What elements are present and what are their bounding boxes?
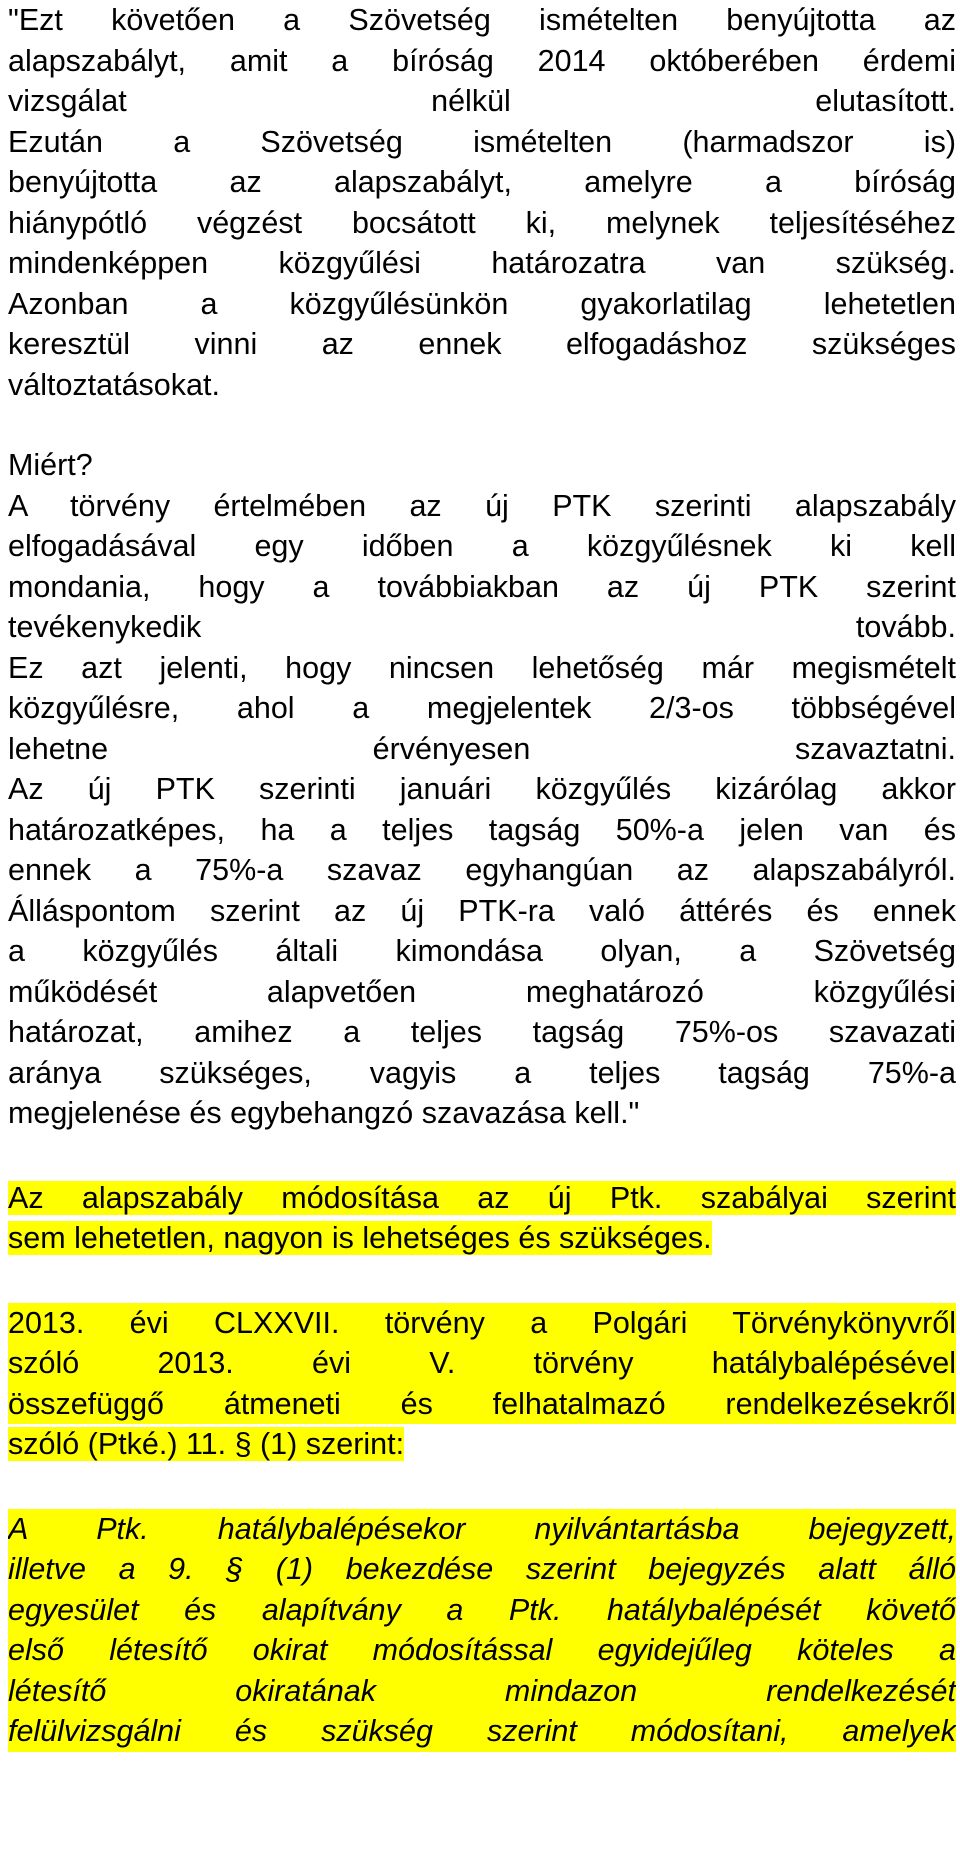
question-paragraph: [8, 445, 956, 486]
text-line: tevékenykedik tovább.: [8, 610, 956, 644]
highlighted-line: első létesítő okirat módosítással egyidejűleg köteles a: [8, 1630, 956, 1671]
highlighted-line: szóló (Ptké.) 11. § (1) szerint:: [8, 1427, 405, 1461]
highlighted-line: Az alapszabály módosítása az új Ptk. szabályai szerint: [8, 1180, 956, 1215]
highlight-statement: [8, 1178, 956, 1259]
highlighted-line: felülvizsgálni és szükség szerint módosítani, amelyek: [8, 1711, 956, 1752]
text-line: hiánypótló végzést bocsátott ki, melynek teljesítéséhez: [8, 205, 956, 240]
text-line: elfogadásával egy időben a közgyűlésnek ki kell: [8, 529, 956, 563]
text-line: határozatképes, ha a teljes tagság 50%-a jelen van és: [8, 812, 956, 847]
text-line: alapszabályt, amit a bíróság 2014 októberében érdemi: [8, 43, 956, 78]
highlighted-line: egyesület és alapítvány a Ptk. hatálybalépését követő: [8, 1590, 956, 1631]
law-quote: [8, 1509, 956, 1752]
text-line: ennek a 75%-a szavaz egyhangúan az alapszabályról.: [8, 853, 956, 887]
text-line: működését alapvetően meghatározó közgyűlési: [8, 974, 956, 1009]
text-line: változtatásokat.: [8, 367, 220, 402]
text-line: "Ezt követően a Szövetség ismételten benyújtotta az: [8, 3, 956, 37]
highlighted-line: sem lehetetlen, nagyon is lehetséges és szükséges.: [8, 1221, 712, 1255]
explanation-paragraph: [8, 486, 956, 1134]
text-line: keresztül vinni az ennek elfogadáshoz szükséges: [8, 327, 956, 361]
text-line: közgyűlésre, ahol a megjelentek 2/3-os többségével: [8, 691, 956, 725]
text-line: Az új PTK szerinti januári közgyűlés kizárólag akkor: [8, 772, 956, 806]
highlighted-line: illetve a 9. § (1) bekezdése szerint bejegyzés alatt álló: [8, 1549, 956, 1590]
highlighted-line: A Ptk. hatálybalépésekor nyilvántartásba bejegyzett,: [8, 1509, 956, 1550]
question-line: Miért?: [8, 448, 93, 482]
text-line: vizsgálat nélkül elutasított.: [8, 84, 956, 118]
text-line: Álláspontom szerint az új PTK-ra való áttérés és ennek: [8, 893, 956, 928]
text-line: aránya szükséges, vagyis a teljes tagság 75%-a: [8, 1055, 956, 1090]
text-line: mondania, hogy a továbbiakban az új PTK szerint: [8, 569, 956, 604]
text-line: lehetne érvényesen szavaztatni.: [8, 731, 956, 766]
quote-paragraph: [8, 0, 956, 405]
text-line: Ezután a Szövetség ismételten (harmadszor is): [8, 124, 956, 159]
highlighted-line: összefüggő átmeneti és felhatalmazó rendelkezésekről: [8, 1384, 956, 1425]
text-line: megjelenése és egybehangzó szavazása kell.": [8, 1096, 640, 1130]
text-line: A törvény értelmében az új PTK szerinti alapszabály: [8, 488, 956, 523]
text-line: határozat, amihez a teljes tagság 75%-os szavazati: [8, 1015, 956, 1049]
law-citation: [8, 1303, 956, 1465]
text-line: mindenképpen közgyűlési határozatra van szükség.: [8, 246, 956, 280]
highlighted-line: szóló 2013. évi V. törvény hatálybalépésével: [8, 1343, 956, 1384]
highlighted-line: 2013. évi CLXXVII. törvény a Polgári Törvénykönyvről: [8, 1303, 956, 1344]
text-line: a közgyűlés általi kimondása olyan, a Szövetség: [8, 934, 956, 968]
text-line: benyújtotta az alapszabályt, amelyre a bíróság: [8, 165, 956, 199]
text-line: Azonban a közgyűlésünkön gyakorlatilag lehetetlen: [8, 286, 956, 321]
document-body: [8, 0, 956, 1752]
highlighted-line: létesítő okiratának mindazon rendelkezését: [8, 1671, 956, 1712]
text-line: Ez azt jelenti, hogy nincsen lehetőség már megismételt: [8, 650, 956, 685]
